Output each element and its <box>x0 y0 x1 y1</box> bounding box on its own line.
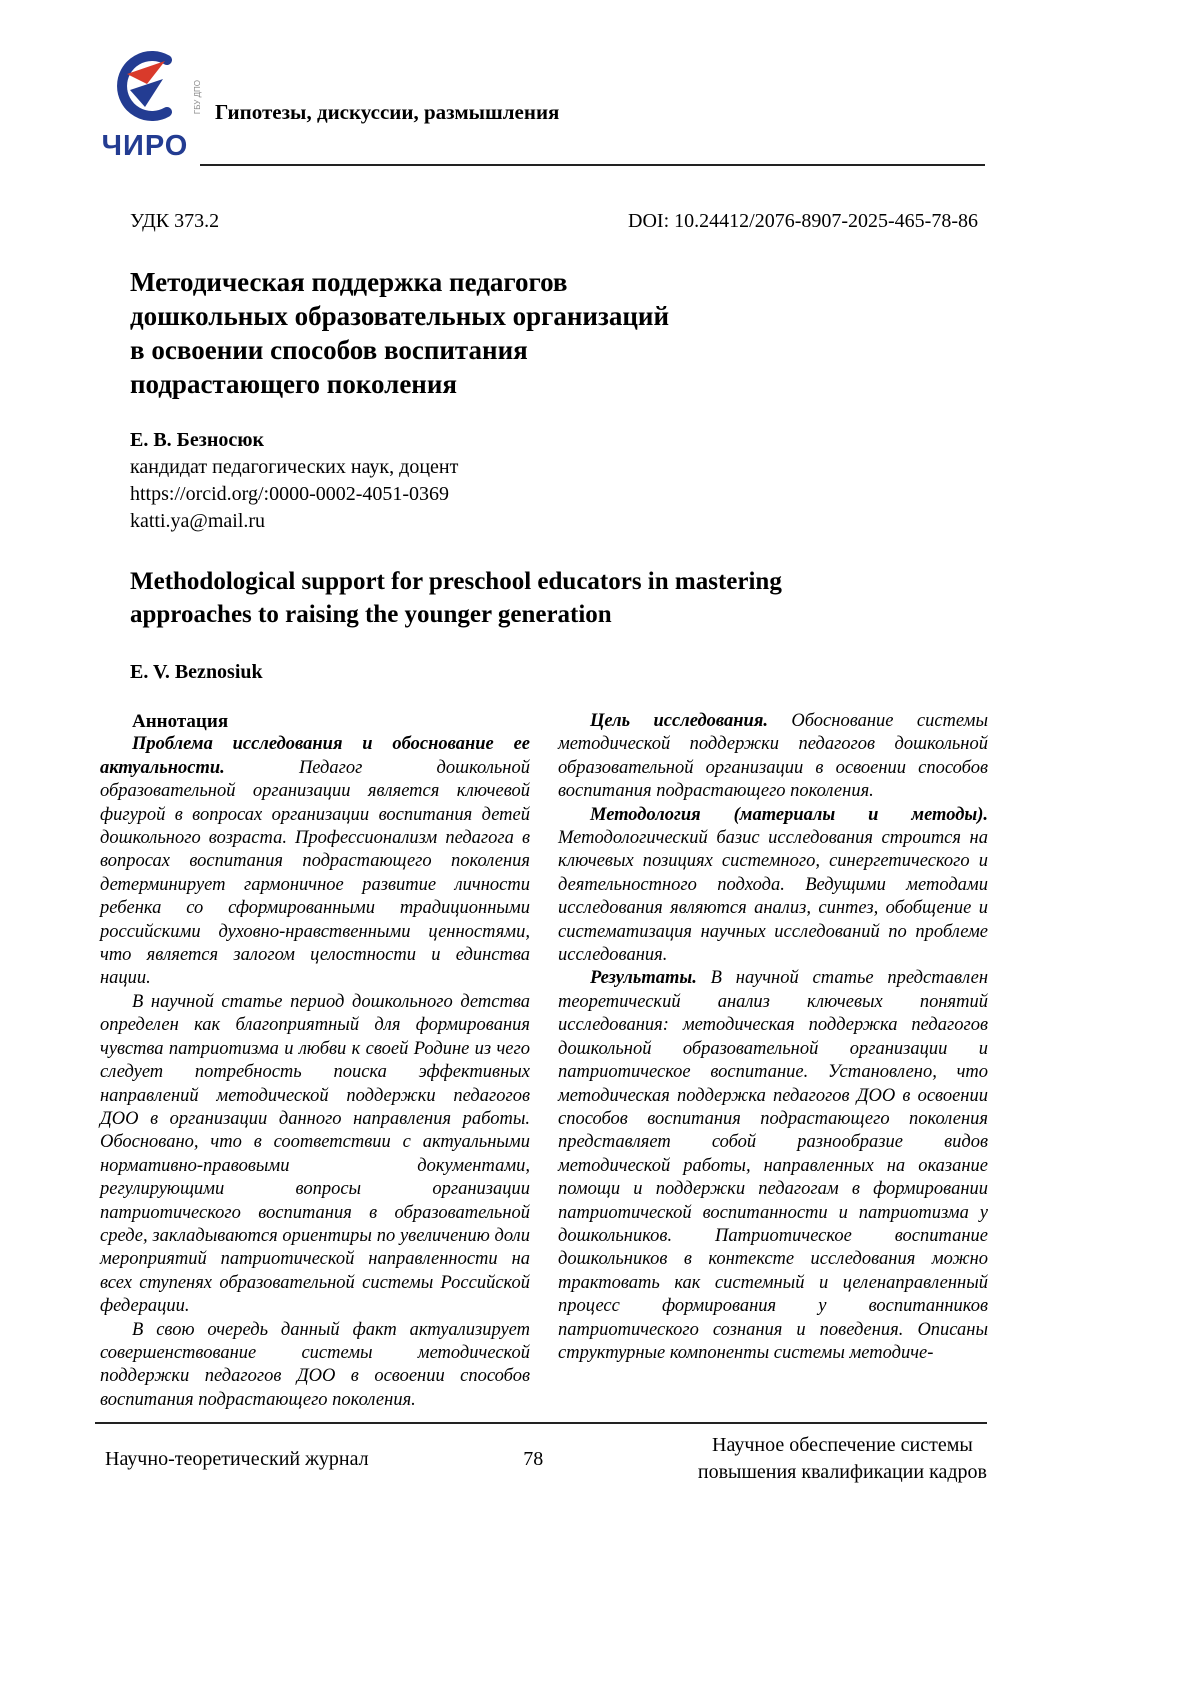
author-email: katti.ya@mail.ru <box>130 510 266 532</box>
paragraph-text: В свою очередь данный факт актуализирует совершенствование системы методической поддержки педагогов ДОО в освоении способов воспитания подрастающего поколения. <box>100 1319 530 1410</box>
author-name-ru: Е. В. Безносюк <box>130 429 265 451</box>
chiro-logo <box>95 46 202 162</box>
footer-right-label: Научное обеспечение системы повышения квалификации кадров <box>697 1434 987 1483</box>
footer-row <box>95 1432 987 1486</box>
article-title-ru: Методическая поддержка педагогов дошкольных образовательных организаций в освоении способов воспитания подрастающего поколения <box>130 267 669 399</box>
logo-org-type-label: ГБУ ДПО <box>193 80 202 115</box>
paragraph-text: В научной статье представлен теоретический анализ ключевых понятий исследования: методическая поддержка педагогов дошкольной образовательной организации и патриотическое воспитание. Установлено, что методическая поддержка педагогов ДОО в освоении способов воспитания подрастающего поколения представляет собой разнообразие видов методической работы, направленных на оказание помощи и поддержки педагогам в формировании патриотической воспитанности и патриотизма у дошкольников. Патриотическое воспитание дошкольников в контексте исследования можно трактовать как системный и целенаправленный процесс формирования у воспитанников патриотического сознания и поведения. Описаны структурные компоненты системы методиче- <box>558 968 988 1363</box>
paragraph-lead: Цель исследования. <box>590 711 768 731</box>
abstract-section <box>100 710 988 1412</box>
paragraph-text: Обоснование системы методической поддержки педагогов дошкольной образовательной организации в освоении способов воспитания подрастающего поколения. <box>558 711 988 802</box>
author-block <box>130 427 978 535</box>
page-header <box>95 46 1105 164</box>
abstract-paragraph <box>558 710 988 804</box>
doi-label: DOI: 10.24412/2076-8907-2025-465-78-86 <box>628 210 978 232</box>
logo-acronym-label: ЧИРО <box>101 130 189 162</box>
footer-divider <box>95 1422 987 1424</box>
paragraph-text: Методологический базис исследования строится на ключевых позициях системного, синергетического и деятельностного подхода. Ведущими методами исследования являются анализ, синтез, обобщение и систематизация научных исследований по проблеме исследования. <box>558 828 988 966</box>
footer-page-number: 78 <box>523 1447 544 1470</box>
author-orcid: https://orcid.org/:0000-0002-4051-0369 <box>130 483 450 505</box>
paragraph-text: В научной статье период дошкольного детства определен как благоприятный для формирования чувства патриотизма и любви к своей Родине из чего следует потребность поиска эффективных направлений методической поддержки педагогов ДОО в организации данного направления работы. Обосновано, что в соответствии с актуальными нормативно-правовыми документами, регулирующими вопросы организации патриотического воспитания в образовательной среде, закладываются ориентиры по увеличению доли мероприятий патриотической направленности на всех ступенях образовательной системы Российской федерации. <box>100 991 530 1317</box>
page-footer <box>95 1422 987 1486</box>
abstract-paragraph <box>100 991 530 1319</box>
paragraph-lead: Результаты. <box>590 968 697 989</box>
author-degree: кандидат педагогических наук, доцент <box>130 456 459 478</box>
abstract-paragraph <box>100 1319 530 1413</box>
paragraph-lead: Проблема исследования и обоснование ее актуальности. <box>100 734 530 778</box>
abstract-paragraph <box>100 733 530 990</box>
article-title-en: Methodological support for preschool educators in mastering approaches to raising the younger generation <box>130 568 782 628</box>
chiro-emblem-icon <box>105 46 185 126</box>
footer-journal-label: Научно-теоретический журнал <box>105 1447 369 1470</box>
header-divider <box>200 164 985 166</box>
abstract-heading: Аннотация <box>132 711 229 732</box>
abstract-right-column <box>558 710 988 1412</box>
abstract-paragraph <box>558 804 988 968</box>
abstract-paragraph <box>558 967 988 1365</box>
abstract-left-column <box>100 710 530 1412</box>
meta-row <box>130 210 978 233</box>
paragraph-lead: Методология (материалы и методы). <box>590 804 988 825</box>
udc-label: УДК 373.2 <box>130 210 220 232</box>
section-heading: Гипотезы, дискуссии, размышления <box>215 100 560 124</box>
author-name-en: E. V. Beznosiuk <box>130 661 263 683</box>
paragraph-text: Педагог дошкольной образовательной организации является ключевой фигурой в вопросах организации воспитания детей дошкольного возраста. Профессионализм педагога в вопросах воспитания подрастающего поколения детерминирует гармоничное развитие личности ребенка со сформированными традиционными российскими духовно-нравственными ценностями, что является залогом целостности и единства нации. <box>100 757 530 989</box>
